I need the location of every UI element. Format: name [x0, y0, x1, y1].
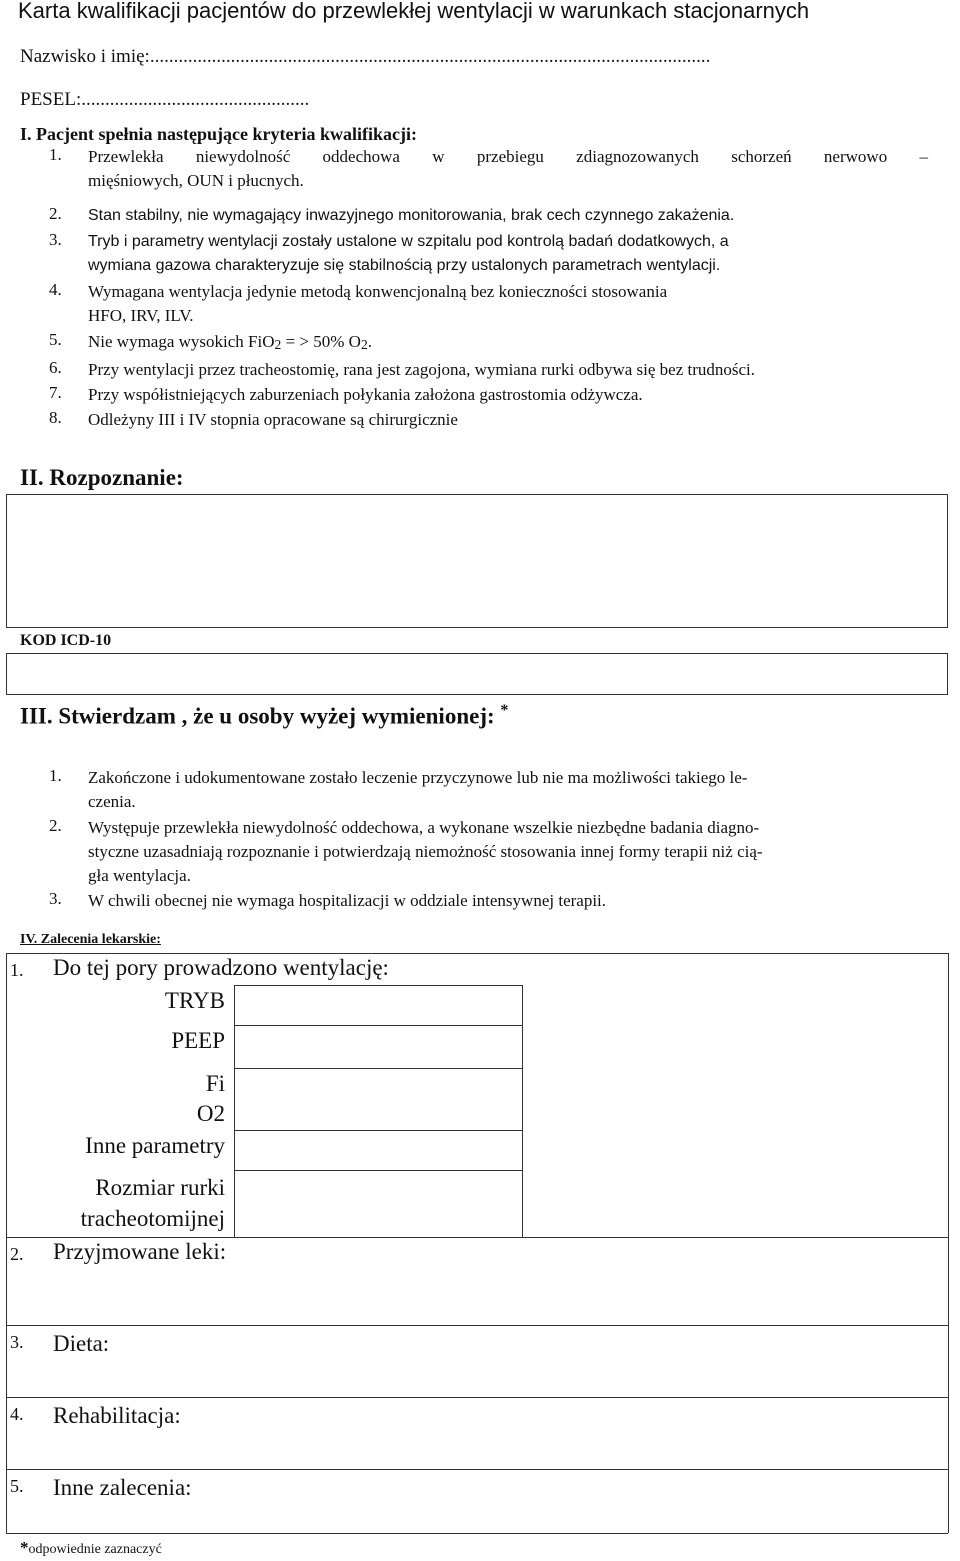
- criteria-line: mięśniowych, OUN i płucnych.: [88, 171, 304, 190]
- statement-line: W chwili obecnej nie wymaga hospitalizacji w oddziale intensywnej terapii.: [88, 891, 607, 910]
- table-divider: [234, 985, 235, 1237]
- table-border: [6, 953, 7, 1533]
- row-number: 4.: [10, 1404, 24, 1424]
- section-1-heading: I. Pacjent spełnia następujące kryteria kwalifikacji:: [20, 124, 417, 144]
- criteria-line: Tryb i parametry wentylacji zostały ustalone w szpitalu pod kontrolą badań dodatkowych, a: [88, 233, 729, 250]
- row-number: 5.: [10, 1476, 24, 1496]
- row-label: Dieta:: [53, 1331, 110, 1356]
- table-border: [948, 953, 949, 1533]
- pesel-field[interactable]: [20, 89, 309, 111]
- criteria-item: [88, 230, 729, 278]
- diagnosis-box[interactable]: [6, 494, 948, 628]
- fio2-text: Nie wymaga wysokich FiO: [88, 332, 275, 351]
- icd-code-box[interactable]: [6, 653, 948, 695]
- criteria-num: 4.: [49, 280, 62, 299]
- row-label: Przyjmowane leki:: [53, 1239, 227, 1264]
- subscript: 2: [274, 337, 282, 352]
- criteria-num: 5.: [49, 330, 62, 349]
- statement-num: 1.: [49, 766, 62, 785]
- criteria-item: [88, 383, 643, 407]
- criteria-line: Przy wentylacji przez tracheostomię, rana jest zagojona, wymiana rurki odbywa się bez trudności.: [88, 360, 756, 379]
- criteria-line: Stan stabilny, nie wymagający inwazyjnego monitorowania, brak cech czynnego zakażenia.: [88, 207, 735, 224]
- pesel-label: PESEL:: [20, 89, 82, 110]
- section-2-heading: II. Rozpoznanie:: [20, 465, 184, 490]
- fio2-text: .: [367, 332, 372, 351]
- section-4-heading: IV. Zalecenia lekarskie:: [20, 932, 161, 947]
- criteria-line: wymiana gazowa charakteryzuje się stabilnością przy ustalonych parametrach wentylacji.: [88, 257, 721, 274]
- table-divider: [234, 1170, 522, 1171]
- asterisk: *: [500, 702, 509, 719]
- criteria-line: Wymagana wentylacja jedynie metodą konwencjonalną bez konieczności stosowania: [88, 282, 668, 301]
- subscript: 2: [360, 337, 368, 352]
- section-3-heading: [20, 702, 508, 730]
- statement-line: Zakończone i udokumentowane zostało leczenie przyczynowe lub nie ma możliwości takiego le-: [88, 768, 748, 787]
- statement-line: styczne uzasadniają rozpoznanie i potwierdzają niemożność stosowania innej formy terapii niż cią-: [88, 842, 763, 861]
- param-inne: Inne parametry: [85, 1133, 225, 1158]
- statement-item: [88, 816, 763, 888]
- criteria-item: [88, 408, 458, 432]
- criteria-num: 2.: [49, 204, 62, 223]
- footnote-text: odpowiednie zaznaczyć: [28, 1542, 162, 1557]
- statement-line: czenia.: [88, 792, 136, 811]
- row-separator: [6, 1469, 948, 1470]
- criteria-item: [88, 204, 734, 228]
- table-divider: [522, 985, 523, 1237]
- table-divider: [234, 985, 522, 986]
- row-number: 1.: [10, 960, 24, 980]
- statement-line: Występuje przewlekła niewydolność oddechowa, a wykonane wszelkie niezbędne badania diagno-: [88, 818, 760, 837]
- row-separator: [6, 1397, 948, 1398]
- table-divider: [234, 1068, 522, 1069]
- icd-label: KOD ICD-10: [20, 632, 112, 649]
- row-number: 3.: [10, 1332, 24, 1352]
- section-3-heading-text: III. Stwierdzam , że u osoby wyżej wymienionej:: [20, 703, 495, 729]
- pesel-dots: ................................................: [81, 89, 310, 110]
- param-rozmiar: tracheotomijnej: [80, 1206, 225, 1231]
- criteria-item: [88, 280, 667, 328]
- param-o2: O2: [196, 1101, 225, 1126]
- criteria-num: 8.: [49, 408, 62, 427]
- table-border: [6, 1533, 948, 1534]
- statement-item: [88, 889, 606, 913]
- criteria-line: Odleżyny III i IV stopnia opracowane są chirurgicznie: [88, 410, 458, 429]
- fio2-text: = > 50% O: [281, 332, 361, 351]
- footnote: [20, 1538, 162, 1558]
- criteria-item: [88, 358, 755, 382]
- statement-num: 3.: [49, 889, 62, 908]
- criteria-item: [88, 145, 928, 193]
- table-divider: [234, 1025, 522, 1026]
- criteria-line: HFO, IRV, ILV.: [88, 306, 194, 325]
- criteria-num: 6.: [49, 358, 62, 377]
- statement-num: 2.: [49, 816, 62, 835]
- statement-item: [88, 766, 747, 814]
- param-rozmiar: Rozmiar rurki: [95, 1175, 225, 1200]
- row-number: 2.: [10, 1244, 24, 1264]
- criteria-line: Przewlekła niewydolność oddechowa w przebiegu zdiagnozowanych schorzeń nerwowo –: [88, 147, 928, 166]
- criteria-num: 3.: [49, 230, 62, 249]
- row-label: Do tej pory prowadzono wentylację:: [53, 955, 389, 980]
- criteria-item: [88, 330, 372, 357]
- row-label: Rehabilitacja:: [53, 1403, 181, 1428]
- footnote-star: *: [20, 1538, 29, 1557]
- name-label: Nazwisko i imię:: [20, 46, 150, 67]
- criteria-line: Przy współistniejących zaburzeniach połykania założona gastrostomia odżywcza.: [88, 385, 643, 404]
- document-title: Karta kwalifikacji pacjentów do przewlekłej wentylacji w warunkach stacjonarnych: [18, 0, 810, 23]
- name-field[interactable]: [20, 46, 710, 68]
- table-divider: [234, 1130, 522, 1131]
- param-fi: Fi: [205, 1071, 225, 1096]
- row-separator: [6, 1325, 948, 1326]
- param-tryb: TRYB: [164, 988, 225, 1013]
- statement-line: gła wentylacja.: [88, 866, 191, 885]
- criteria-num: 1.: [49, 145, 62, 164]
- name-dots: ......................................................................................................................: [149, 46, 711, 67]
- criteria-num: 7.: [49, 383, 62, 402]
- param-peep: PEEP: [171, 1028, 225, 1053]
- row-label: Inne zalecenia:: [53, 1475, 192, 1500]
